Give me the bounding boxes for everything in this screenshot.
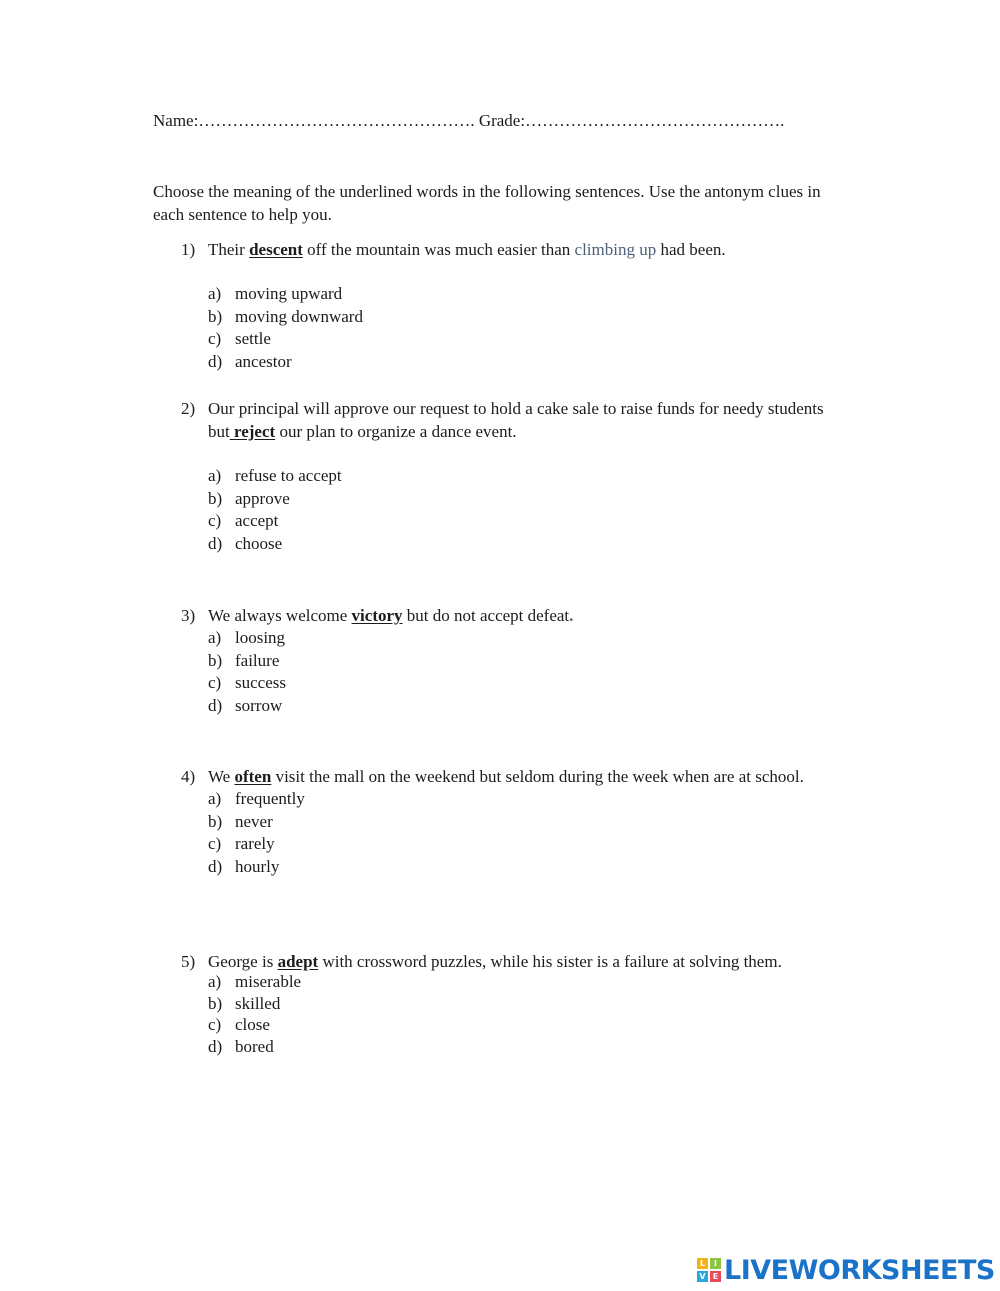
question-text: Their descent off the mountain was much easier than climbing up had been. [208, 240, 726, 259]
liveworksheets-logo [697, 1255, 995, 1285]
underlined-word: adept [277, 952, 319, 971]
option-b[interactable]: b) approve [208, 488, 290, 508]
answer-options [181, 971, 841, 1057]
underlined-word: victory [351, 606, 403, 625]
question-text: Our principal will approve our request to hold a cake sale to raise funds for needy students but reject our plan to organize a dance event. [208, 399, 824, 441]
logo-blocks-icon: L I V E [697, 1258, 721, 1282]
option-d[interactable]: d) hourly [208, 857, 280, 877]
question-number: 4) [181, 767, 196, 786]
option-b[interactable]: b) never [208, 811, 273, 831]
option-c[interactable]: c) close [208, 1015, 270, 1034]
question-text: We often visit the mall on the weekend but seldom during the week when are at school. [208, 767, 804, 786]
option-b[interactable]: b) skilled [208, 993, 281, 1013]
question-1 [181, 238, 841, 374]
question-number: 5) [181, 952, 196, 971]
answer-options [181, 465, 841, 556]
option-a[interactable]: a) frequently [208, 789, 305, 808]
option-c[interactable]: c) success [208, 673, 286, 693]
answer-options [181, 788, 841, 879]
answer-options [181, 627, 841, 718]
underlined-word: descent [249, 240, 303, 259]
question-number: 3) [181, 606, 196, 625]
question-4 [181, 765, 841, 879]
option-d[interactable]: d) bored [208, 1036, 274, 1056]
option-d[interactable]: d) sorrow [208, 696, 283, 716]
option-a[interactable]: a) miserable [208, 972, 302, 991]
underlined-word: often [234, 767, 272, 786]
question-text: We always welcome victory but do not accept defeat. [208, 606, 574, 625]
question-2 [181, 397, 841, 556]
antonym-clue: climbing up [574, 240, 657, 259]
option-a[interactable]: a) loosing [208, 628, 286, 647]
option-a[interactable]: a) moving upward [208, 284, 343, 303]
option-d[interactable]: d) choose [208, 534, 283, 554]
question-text: George is adept with crossword puzzles, while his sister is a failure at solving them. [208, 952, 782, 971]
answer-options [181, 283, 841, 374]
option-c[interactable]: c) accept [208, 511, 279, 531]
instructions: Choose the meaning of the underlined words in the following sentences. Use the antonym clues in each sentence to help you. [153, 182, 821, 224]
question-number: 2) [181, 399, 196, 418]
logo-text: LIVEWORKSHEETS [724, 1254, 995, 1286]
option-b[interactable]: b) failure [208, 650, 280, 670]
option-a[interactable]: a) refuse to accept [208, 466, 342, 485]
question-5 [181, 950, 841, 1057]
name-grade-line: Name:…………………………………………. Grade:………………………………………. [153, 111, 785, 130]
option-b[interactable]: b) moving downward [208, 306, 363, 326]
option-c[interactable]: c) rarely [208, 834, 275, 854]
question-3 [181, 604, 841, 718]
question-number: 1) [181, 240, 196, 259]
option-c[interactable]: c) settle [208, 329, 271, 349]
option-d[interactable]: d) ancestor [208, 352, 292, 372]
underlined-word: reject [229, 422, 276, 441]
